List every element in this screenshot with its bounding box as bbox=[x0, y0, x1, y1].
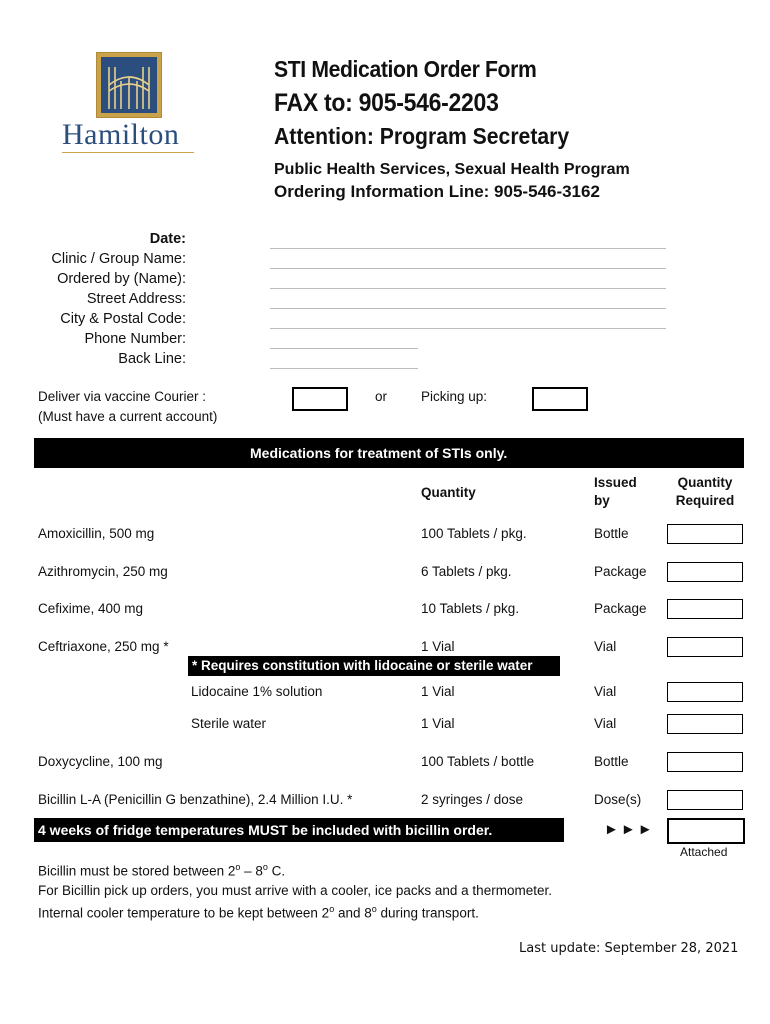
date-field[interactable] bbox=[270, 248, 666, 249]
med-name: Azithromycin, 250 mg bbox=[38, 564, 168, 579]
med-name: Sterile water bbox=[191, 716, 267, 731]
med-name: Lidocaine 1% solution bbox=[191, 684, 323, 699]
fridge-note: 4 weeks of fridge temperatures MUST be included with bicillin order. bbox=[38, 822, 493, 838]
city-field[interactable] bbox=[270, 328, 666, 329]
fax-number: FAX to: 905-546-2203 bbox=[274, 89, 499, 117]
pickup-checkbox[interactable] bbox=[532, 387, 588, 411]
storage-note: Bicillin must be stored between 2$^o$ – 8$^o$ C. bbox=[38, 862, 286, 879]
col-quantity: Quantity bbox=[421, 485, 476, 500]
phone-field[interactable] bbox=[270, 348, 418, 349]
med-qty: 1 Vial bbox=[421, 684, 455, 699]
qty-required-azithromycin[interactable] bbox=[667, 562, 743, 582]
date-label: Date: bbox=[149, 231, 186, 247]
med-issued: Dose(s) bbox=[594, 792, 642, 807]
med-name: Ceftriaxone, 250 mg * bbox=[38, 639, 169, 654]
med-name: Doxycycline, 100 mg bbox=[38, 754, 163, 769]
med-issued: Vial bbox=[594, 684, 617, 699]
qty-required-sterile-water[interactable] bbox=[667, 714, 743, 734]
last-update: Last update: September 28, 2021 bbox=[519, 941, 739, 956]
med-name: Amoxicillin, 500 mg bbox=[38, 526, 155, 541]
col-issued-by: Issued by bbox=[594, 475, 637, 508]
med-qty: 10 Tablets / pkg. bbox=[421, 601, 520, 616]
med-issued: Bottle bbox=[594, 526, 629, 541]
col-quantity-required: Quantity Required bbox=[675, 475, 735, 508]
ordered-by-field[interactable] bbox=[270, 288, 666, 289]
clinic-field[interactable] bbox=[270, 268, 666, 269]
medications-header: Medications for treatment of STIs only. bbox=[250, 445, 508, 461]
med-issued: Package bbox=[594, 601, 647, 616]
logo-underline bbox=[62, 152, 194, 153]
back-line-label: Back Line: bbox=[118, 351, 186, 367]
courier-checkbox[interactable] bbox=[292, 387, 348, 411]
med-issued: Package bbox=[594, 564, 647, 579]
med-qty: 6 Tablets / pkg. bbox=[421, 564, 512, 579]
phone-label: Phone Number: bbox=[84, 331, 186, 347]
or-label: or bbox=[375, 389, 388, 404]
constitution-note: * Requires constitution with lidocaine or sterile water bbox=[192, 658, 533, 673]
street-field[interactable] bbox=[270, 308, 666, 309]
fridge-attached-checkbox[interactable] bbox=[667, 818, 745, 844]
qty-required-cefixime[interactable] bbox=[667, 599, 743, 619]
attention-line: Attention: Program Secretary bbox=[274, 123, 570, 149]
medications-header-bar bbox=[34, 438, 744, 468]
constitution-note-bar bbox=[188, 656, 560, 676]
med-qty: 100 Tablets / bottle bbox=[421, 754, 535, 769]
med-qty: 2 syringes / dose bbox=[421, 792, 524, 807]
med-name: Cefixime, 400 mg bbox=[38, 601, 144, 616]
qty-required-lidocaine[interactable] bbox=[667, 682, 743, 702]
med-issued: Bottle bbox=[594, 754, 629, 769]
med-name: Bicillin L-A (Penicillin G benzathine), 2.4 Million I.U. * bbox=[38, 792, 353, 807]
clinic-label: Clinic / Group Name: bbox=[51, 251, 186, 267]
med-issued: Vial bbox=[594, 639, 617, 654]
med-qty: 1 Vial bbox=[421, 716, 455, 731]
ordering-info-line: Ordering Information Line: 905-546-3162 bbox=[274, 182, 600, 201]
med-qty: 1 Vial bbox=[421, 639, 455, 654]
med-issued: Vial bbox=[594, 716, 617, 731]
program-name: Public Health Services, Sexual Health Program bbox=[274, 161, 630, 178]
attached-label: Attached bbox=[680, 845, 728, 859]
qty-required-doxycycline[interactable] bbox=[667, 752, 743, 772]
back-line-field[interactable] bbox=[270, 368, 418, 369]
city-label: City & Postal Code: bbox=[60, 311, 186, 327]
hamilton-logo bbox=[96, 52, 162, 118]
med-qty: 100 Tablets / pkg. bbox=[421, 526, 527, 541]
bridge-icon bbox=[101, 57, 157, 113]
qty-required-ceftriaxone[interactable] bbox=[667, 637, 743, 657]
arrows-icon: ►►► bbox=[604, 821, 655, 838]
fridge-note-bar bbox=[34, 818, 564, 842]
transport-note: Internal cooler temperature to be kept between 2$^o$ and 8$^o$ during transport. bbox=[38, 904, 479, 921]
qty-required-bicillin[interactable] bbox=[667, 790, 743, 810]
ordered-by-label: Ordered by (Name): bbox=[57, 271, 186, 287]
courier-label: Deliver via vaccine Courier : bbox=[38, 389, 207, 404]
courier-note: (Must have a current account) bbox=[38, 409, 218, 424]
qty-required-amoxicillin[interactable] bbox=[667, 524, 743, 544]
pickup-rule-note: For Bicillin pick up orders, you must arrive with a cooler, ice packs and a thermometer. bbox=[38, 883, 552, 898]
pickup-label: Picking up: bbox=[421, 389, 488, 404]
form-title: STI Medication Order Form bbox=[274, 56, 537, 82]
hamilton-wordmark: Hamilton bbox=[62, 118, 180, 151]
street-label: Street Address: bbox=[86, 291, 186, 307]
